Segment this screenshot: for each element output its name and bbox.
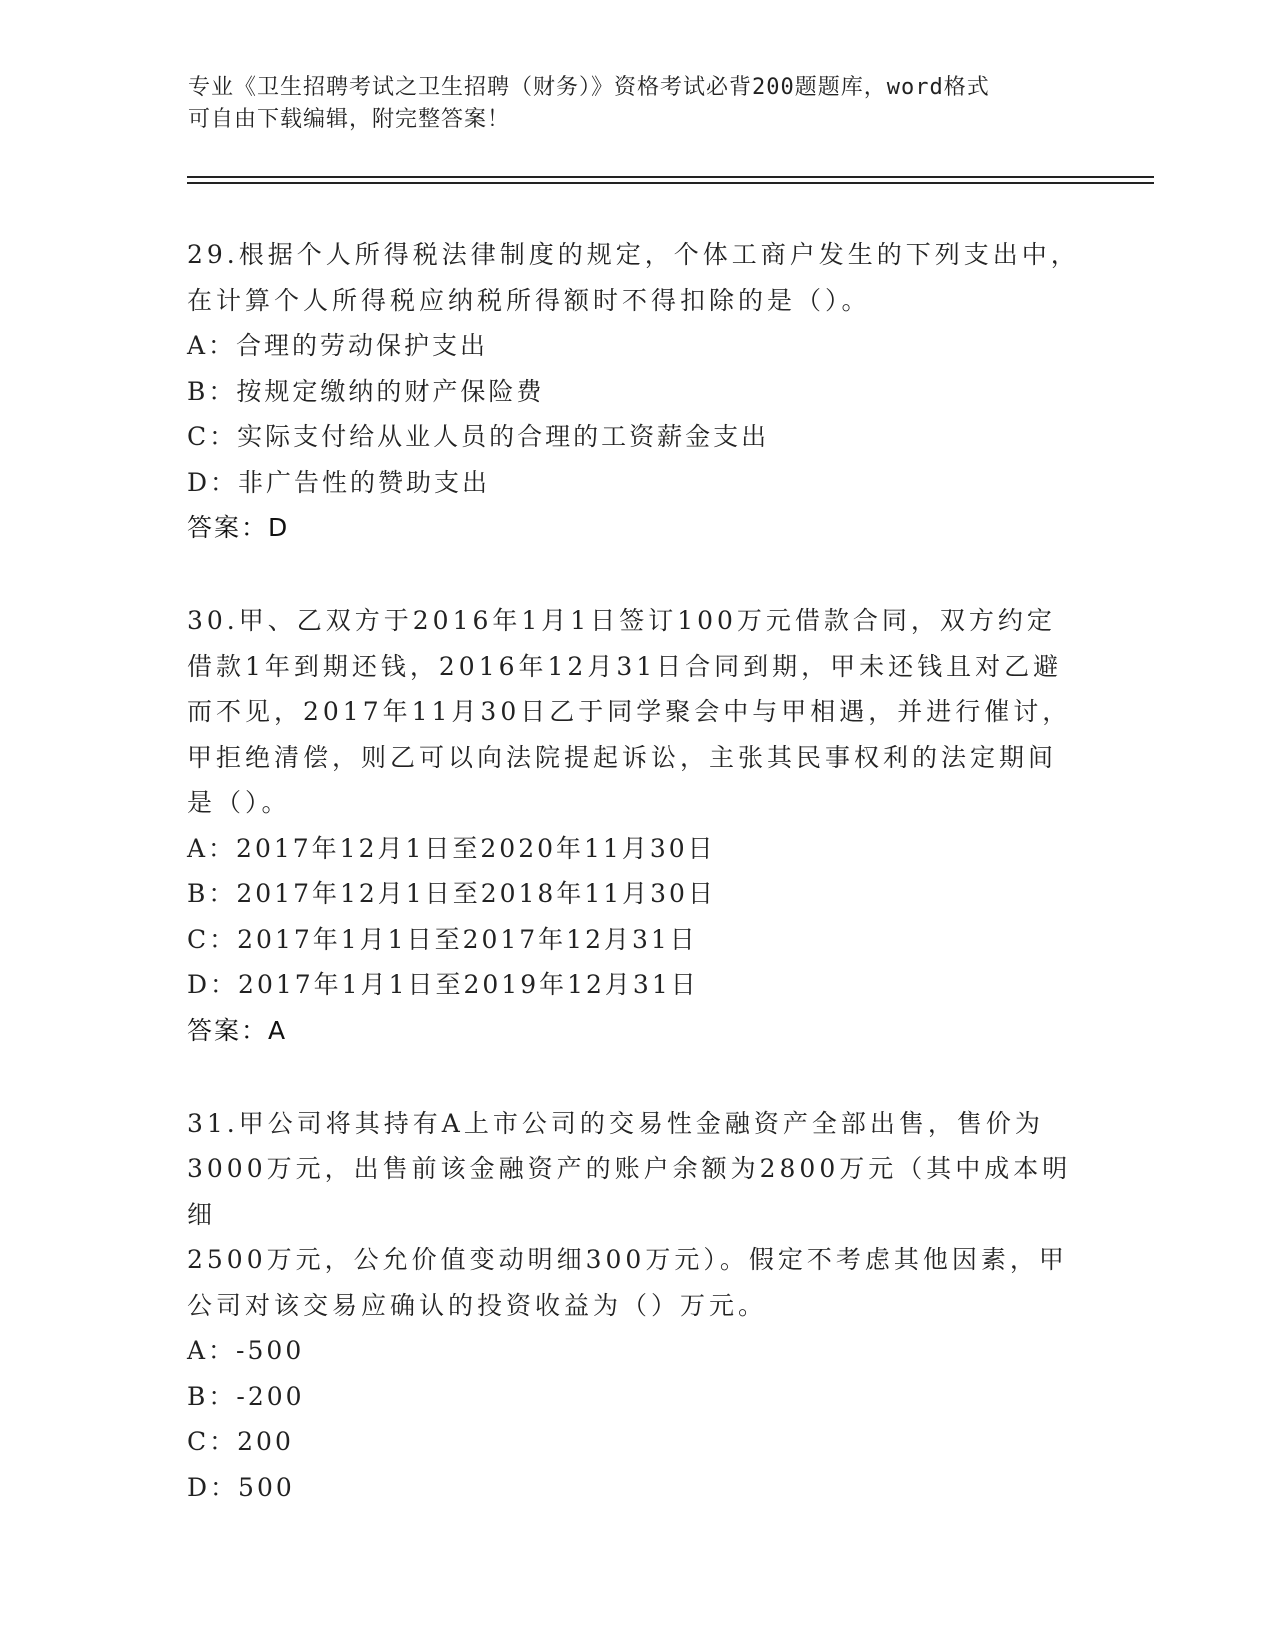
document-header — [188, 72, 1088, 136]
option-c: C：2017年1月1日至2017年12月31日 — [187, 924, 698, 954]
option-b: B：按规定缴纳的财产保险费 — [187, 376, 545, 406]
stem-line: 30.甲、乙双方于2016年1月1日签订100万元借款合同，双方约定 — [187, 606, 1056, 635]
stem-line: 而不见，2017年11月30日乙于同学聚会中与甲相遇，并进行催讨， — [187, 697, 1072, 726]
header-divider-top — [187, 176, 1154, 178]
option-d: D：非广告性的赞助支出 — [187, 467, 491, 497]
option-d: D：2017年1月1日至2019年12月31日 — [187, 970, 699, 999]
stem-line: 是（）。 — [187, 788, 291, 817]
question-31 — [187, 1101, 1087, 1511]
question-29 — [187, 232, 1087, 550]
question-stem — [187, 598, 1087, 826]
stem-line: 2500万元，公允价值变动明细300万元）。假定不考虑其他因素，甲 — [187, 1245, 1068, 1274]
header-line-2: 可自由下载编辑，附完整答案！ — [188, 107, 511, 132]
stem-line: 29.根据个人所得税法律制度的规定，个体工商户发生的下列支出中， — [187, 240, 1080, 269]
option-b: B：2017年12月1日至2018年11月30日 — [187, 879, 716, 908]
option-a: A：合理的劳动保护支出 — [187, 331, 489, 360]
question-stem — [187, 232, 1087, 323]
option-d: D：500 — [187, 1472, 295, 1502]
option-a: A：-500 — [187, 1336, 305, 1365]
question-30 — [187, 598, 1087, 1053]
answer-label: 答案：D — [187, 513, 290, 542]
question-list — [187, 232, 1087, 1558]
answer-label: 答案：A — [187, 1015, 288, 1045]
header-divider-bottom — [187, 182, 1154, 184]
option-a: A：2017年12月1日至2020年11月30日 — [187, 833, 716, 863]
stem-line: 公司对该交易应确认的投资收益为（）万元。 — [187, 1290, 768, 1320]
option-c: C：实际支付给从业人员的合理的工资薪金支出 — [187, 422, 770, 451]
stem-line: 3000万元，出售前该金融资产的账户余额为2800万元（其中成本明细 — [187, 1154, 1072, 1229]
option-b: B：-200 — [187, 1381, 305, 1411]
question-stem — [187, 1101, 1087, 1329]
option-c: C：200 — [187, 1427, 294, 1456]
stem-line: 借款1年到期还钱，2016年12月31日合同到期，甲未还钱且对乙避 — [187, 651, 1063, 681]
stem-line: 在计算个人所得税应纳税所得额时不得扣除的是（）。 — [187, 285, 871, 315]
stem-line: 31.甲公司将其持有A上市公司的交易性金融资产全部出售，售价为 — [187, 1108, 1044, 1138]
header-line-1: 专业《卫生招聘考试之卫生招聘（财务）》资格考试必背200题题库，word格式 — [188, 75, 990, 100]
stem-line: 甲拒绝清偿，则乙可以向法院提起诉讼，主张其民事权利的法定期间 — [187, 742, 1058, 772]
